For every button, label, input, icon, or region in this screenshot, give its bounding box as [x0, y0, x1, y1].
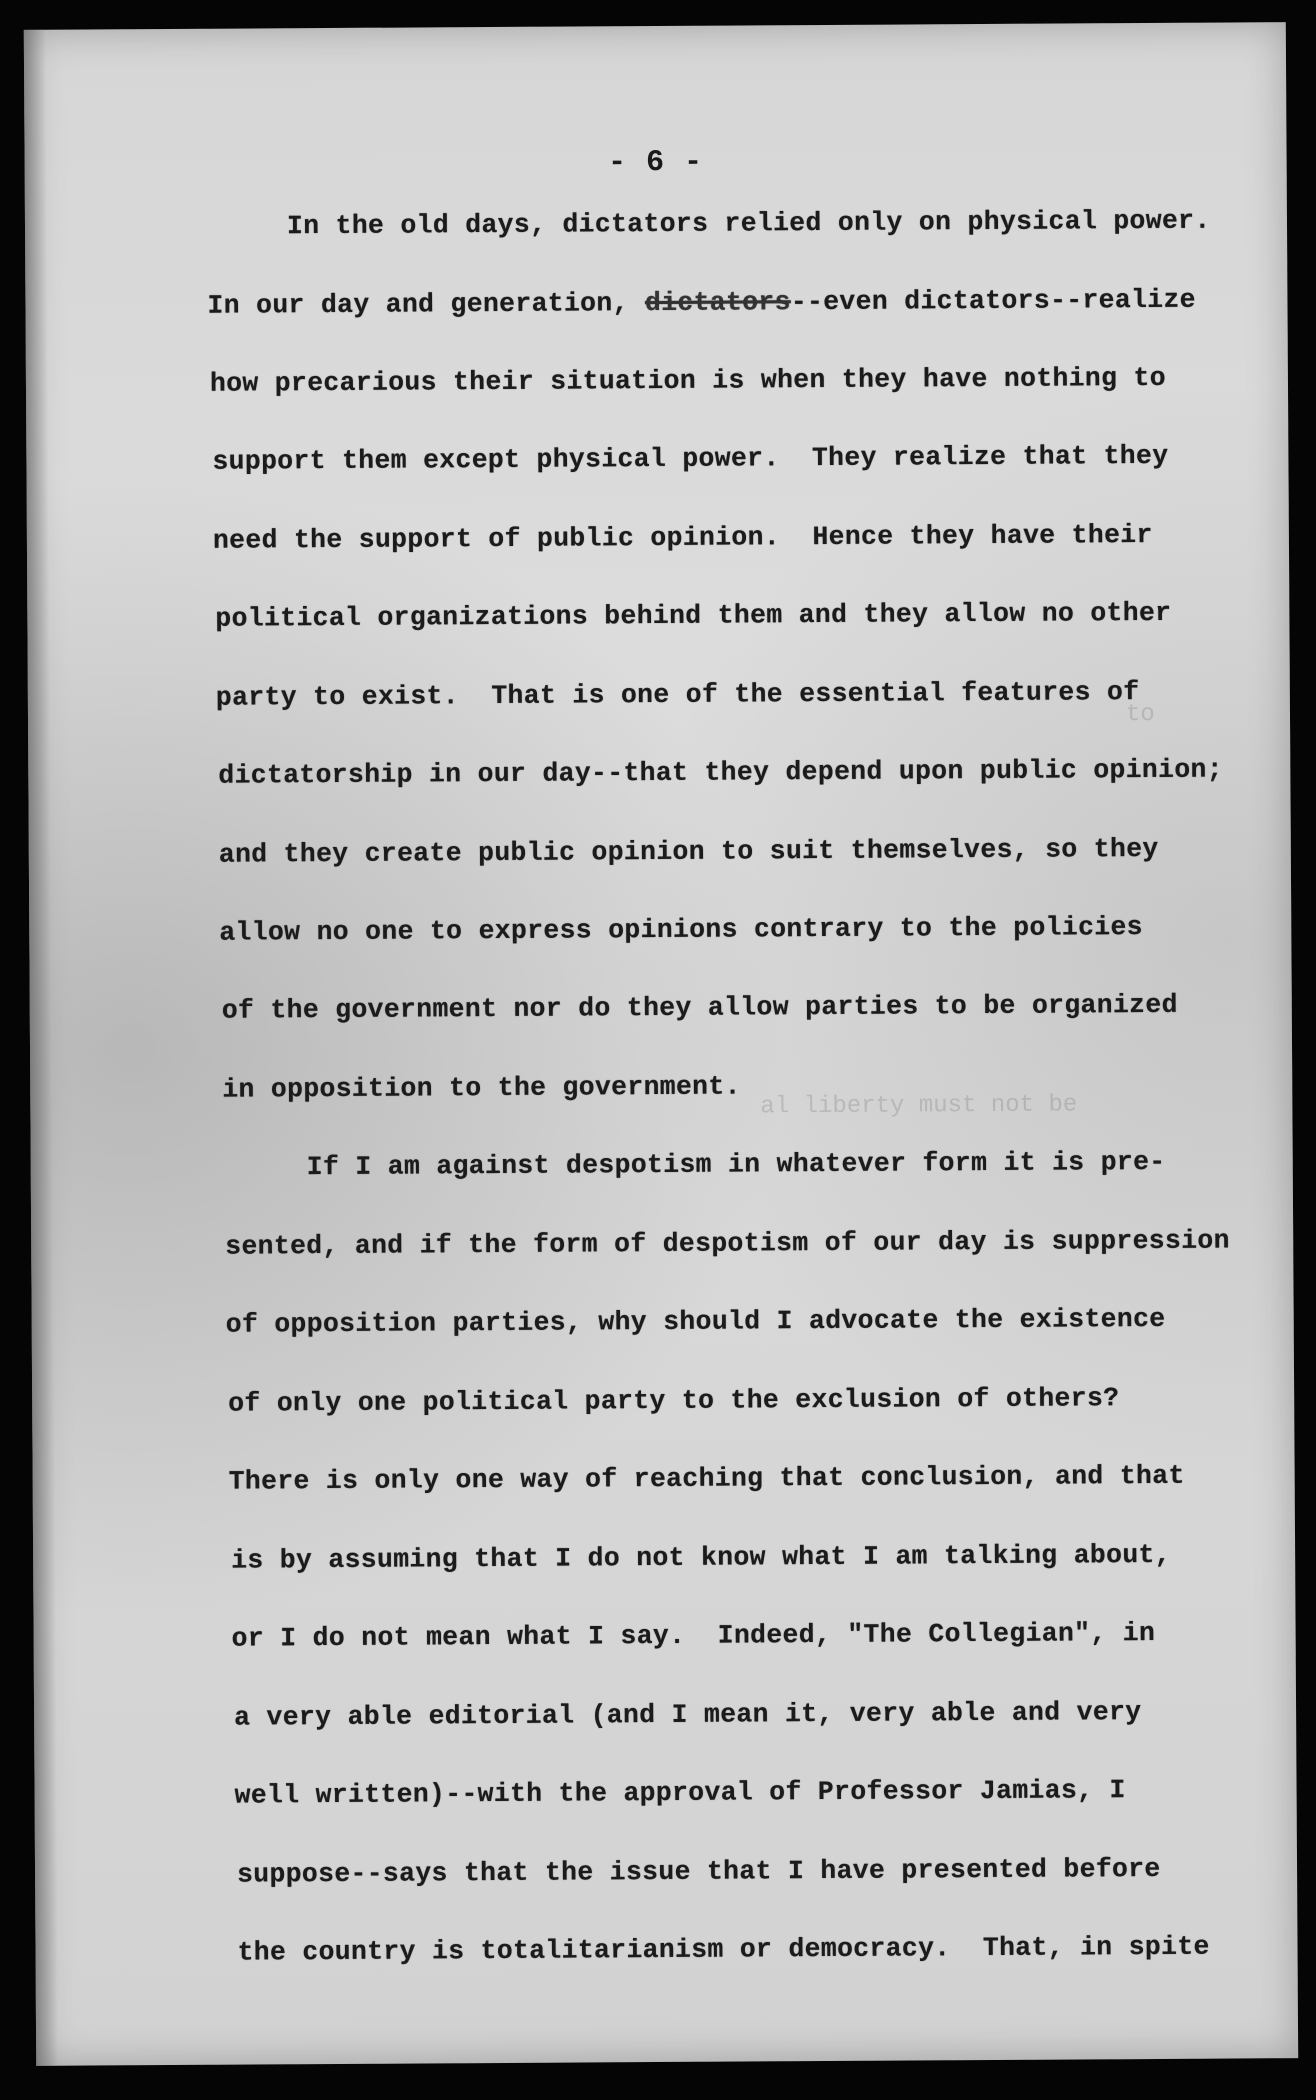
text-line: support them except physical power. They realize that they: [212, 440, 1169, 477]
text-line: is by assuming that I do not know what I am talking about,: [231, 1539, 1171, 1576]
text-line: well written)--with the approval of Professor Jamias, I: [234, 1775, 1126, 1811]
struck-out-word: dictators: [644, 287, 791, 319]
text-line: political organizations behind them and they allow no other: [215, 597, 1172, 634]
text-segment: In our day and generation,: [207, 288, 646, 321]
text-line: the country is totalitarianism or democracy. That, in spite: [237, 1931, 1210, 1968]
text-line: There is only one way of reaching that conclusion, and that: [228, 1460, 1185, 1497]
text-line: allow no one to express opinions contrary to the policies: [219, 912, 1143, 948]
bleed-through-text: al liberty must not be: [760, 1091, 1078, 1121]
text-segment: --even dictators--realize: [790, 284, 1196, 318]
text-line: of only one political party to the exclusion of others?: [228, 1383, 1120, 1419]
text-line: how precarious their situation is when they have nothing to: [209, 362, 1166, 399]
text-line: sented, and if the form of despotism of our day is suppression: [225, 1225, 1230, 1262]
text-line: or I do not mean what I say. Indeed, "The Collegian", in: [231, 1617, 1156, 1654]
text-line: a very able editorial (and I mean it, very able and very: [234, 1697, 1142, 1733]
typewritten-page: [24, 22, 1298, 2066]
bleed-through-text: to: [1125, 700, 1155, 729]
page-shadow-edge: [24, 30, 58, 2066]
text-line: of the government nor do they allow parties to be organized: [221, 989, 1178, 1026]
text-line: If I am against despotism in whatever form it is pre-: [306, 1146, 1166, 1183]
text-line: of opposition parties, why should I advocate the existence: [225, 1303, 1166, 1340]
text-line: party to exist. That is one of the essential features of: [215, 677, 1140, 713]
text-line: suppose--says that the issue that I have presented before: [236, 1853, 1161, 1890]
text-line: In the old days, dictators relied only on physical power.: [286, 205, 1211, 242]
text-line: need the support of public opinion. Hence they have their: [212, 519, 1153, 556]
text-line: [207, 285, 1196, 321]
text-line: and they create public opinion to suit themselves, so they: [218, 833, 1159, 870]
text-line: in opposition to the government.: [222, 1071, 741, 1105]
text-line: dictatorship in our day--that they depend upon public opinion;: [218, 754, 1223, 791]
page-number: - 6 -: [607, 145, 704, 181]
